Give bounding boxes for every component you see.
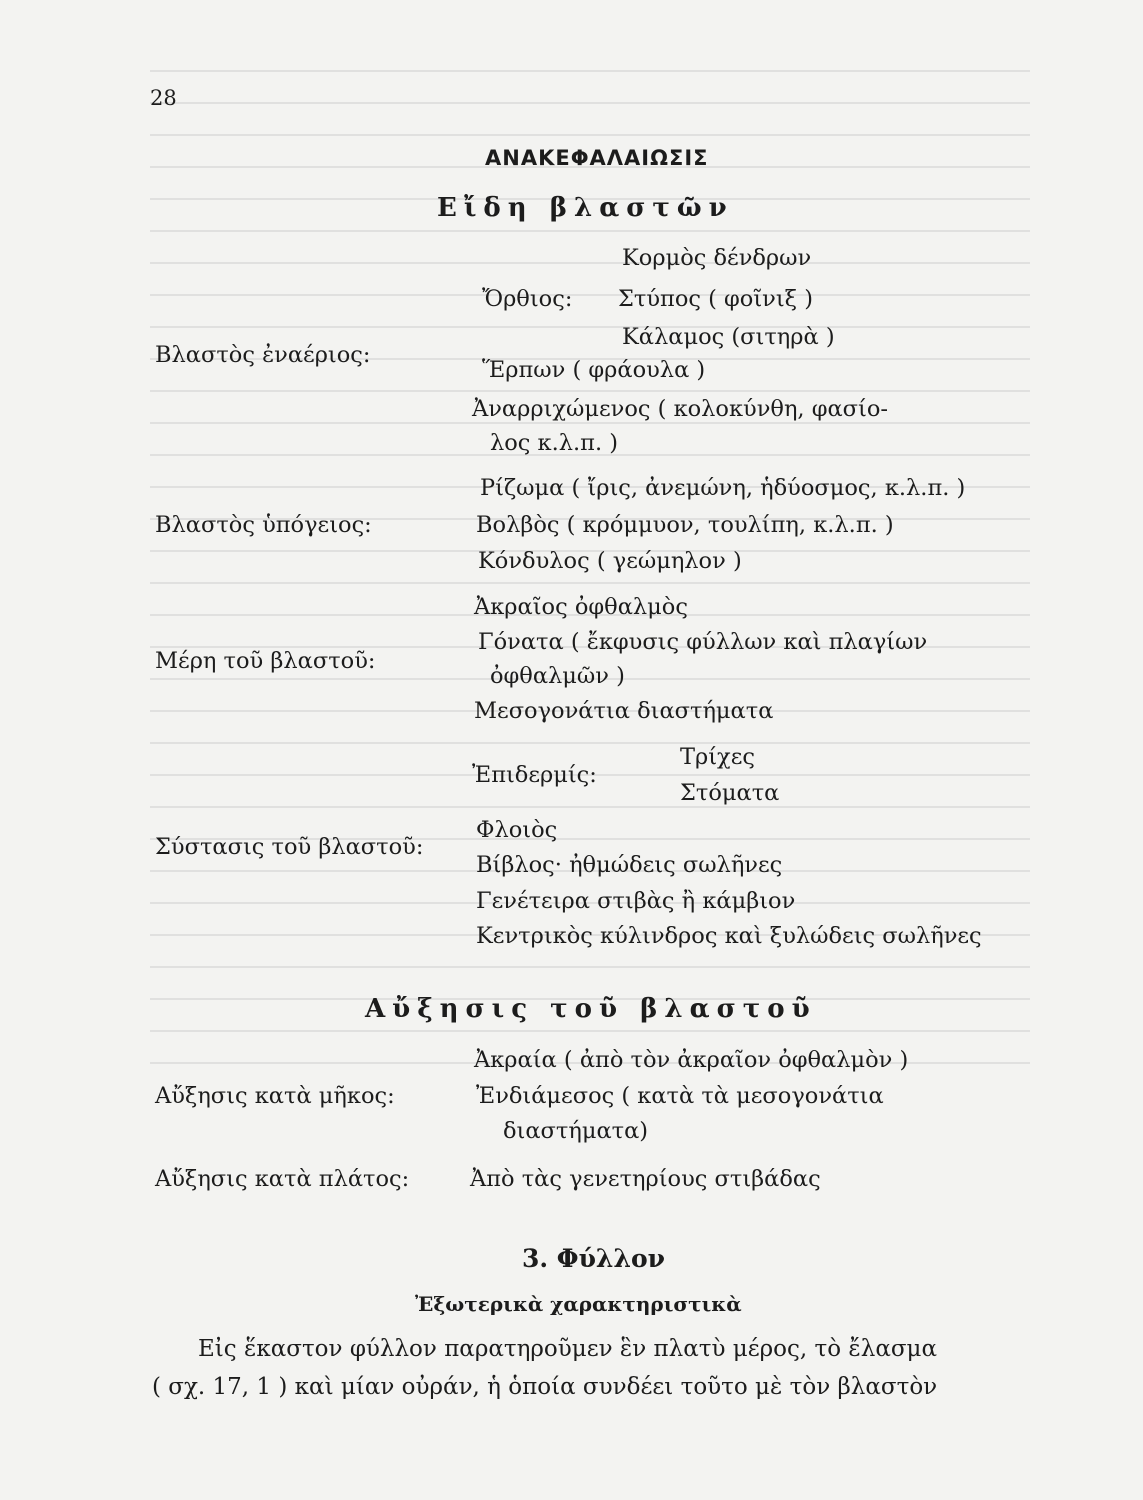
- section-heading: 3. Φύλλον: [522, 1244, 666, 1273]
- label-aerial-stem: Βλαστὸς ἐναέριος:: [155, 342, 371, 368]
- growth-heading: Αὔξησις τοῦ βλαστοῦ: [365, 994, 817, 1024]
- line-growth-width: Ἀπὸ τὰς γενετηρίους στιβάδας: [470, 1166, 821, 1192]
- line-mesogonatia: Μεσογονάτια διαστήματα: [474, 698, 774, 724]
- page-number: 28: [150, 86, 177, 110]
- label-orthios: Ὄρθιος:: [482, 286, 573, 312]
- line-anarrixomenos-cont: λος κ.λ.π. ): [490, 430, 619, 456]
- line-kentrikos: Κεντρικὸς κύλινδρος καὶ ξυλώδεις σωλῆνες: [476, 923, 982, 949]
- paragraph-line-2: ( σχ. 17, 1 ) καὶ μίαν οὐράν, ἡ ὁποία συνδέει τοῦτο μὲ τὸν βλαστὸν: [152, 1374, 938, 1400]
- label-growth-length: Αὔξησις κατὰ μῆκος:: [155, 1083, 395, 1109]
- line-gonata-cont: ὀφθαλμῶν ): [490, 663, 625, 689]
- label-composition: Σύστασις τοῦ βλαστοῦ:: [155, 834, 424, 860]
- line-erpon: Ἕρπων ( φράουλα ): [482, 357, 706, 383]
- label-parts: Μέρη τοῦ βλαστοῦ:: [155, 648, 376, 674]
- line-endiamesos-cont: διαστήματα): [503, 1118, 649, 1144]
- line-geneteira: Γενέτειρα στιβὰς ἢ κάμβιον: [476, 888, 796, 914]
- page-title: ΑΝΑΚΕΦΑΛΑΙΩΣΙΣ: [485, 146, 709, 170]
- label-growth-width: Αὔξησις κατὰ πλάτος:: [155, 1166, 410, 1192]
- line-floios: Φλοιὸς: [476, 817, 558, 843]
- line-endiamesos: Ἐνδιάμεσος ( κατὰ τὰ μεσογονάτια: [476, 1083, 884, 1109]
- line-gonata: Γόνατα ( ἔκφυσις φύλλων καὶ πλαγίων: [478, 629, 928, 655]
- line-vivlos: Βίβλος· ἠθμώδεις σωλῆνες: [476, 852, 783, 878]
- line-volvos: Βολβὸς ( κρόμμυον, τουλίπη, κ.λ.π. ): [476, 512, 894, 538]
- line-kormos: Κορμὸς δένδρων: [622, 245, 812, 271]
- line-rizoma: Ρίζωμα ( ἴρις, ἀνεμώνη, ἡδύοσμος, κ.λ.π. ): [480, 475, 966, 501]
- paragraph-line-1: Εἰς ἕκαστον φύλλον παρατηροῦμεν ἓν πλατὺ μέρος, τὸ ἔλασμα: [198, 1336, 938, 1362]
- section-subheading: Ἐξωτερικὰ χαρακτηριστικὰ: [415, 1292, 742, 1316]
- line-stomata: Στόματα: [680, 780, 780, 806]
- line-kondylos: Κόνδυλος ( γεώμηλον ): [478, 548, 742, 574]
- line-kalamos: Κάλαμος (σιτηρὰ ): [622, 324, 835, 350]
- line-akraios: Ἀκραῖος ὀφθαλμὸς: [474, 594, 688, 620]
- line-anarrixomenos: Ἀναρριχώμενος ( κολοκύνθη, φασίο-: [472, 396, 889, 422]
- line-akraia: Ἀκραία ( ἀπὸ τὸν ἀκραῖον ὀφθαλμὸν ): [474, 1047, 909, 1073]
- bleed-through: [150, 40, 1030, 1340]
- line-stypos: Στύπος ( φοῖνιξ ): [618, 286, 813, 312]
- types-heading: Εἴδη βλαστῶν: [437, 193, 734, 223]
- line-triches: Τρίχες: [680, 744, 755, 770]
- line-epidermis: Ἐπιδερμίς:: [472, 762, 597, 788]
- label-underground-stem: Βλαστὸς ὑπόγειος:: [155, 512, 372, 538]
